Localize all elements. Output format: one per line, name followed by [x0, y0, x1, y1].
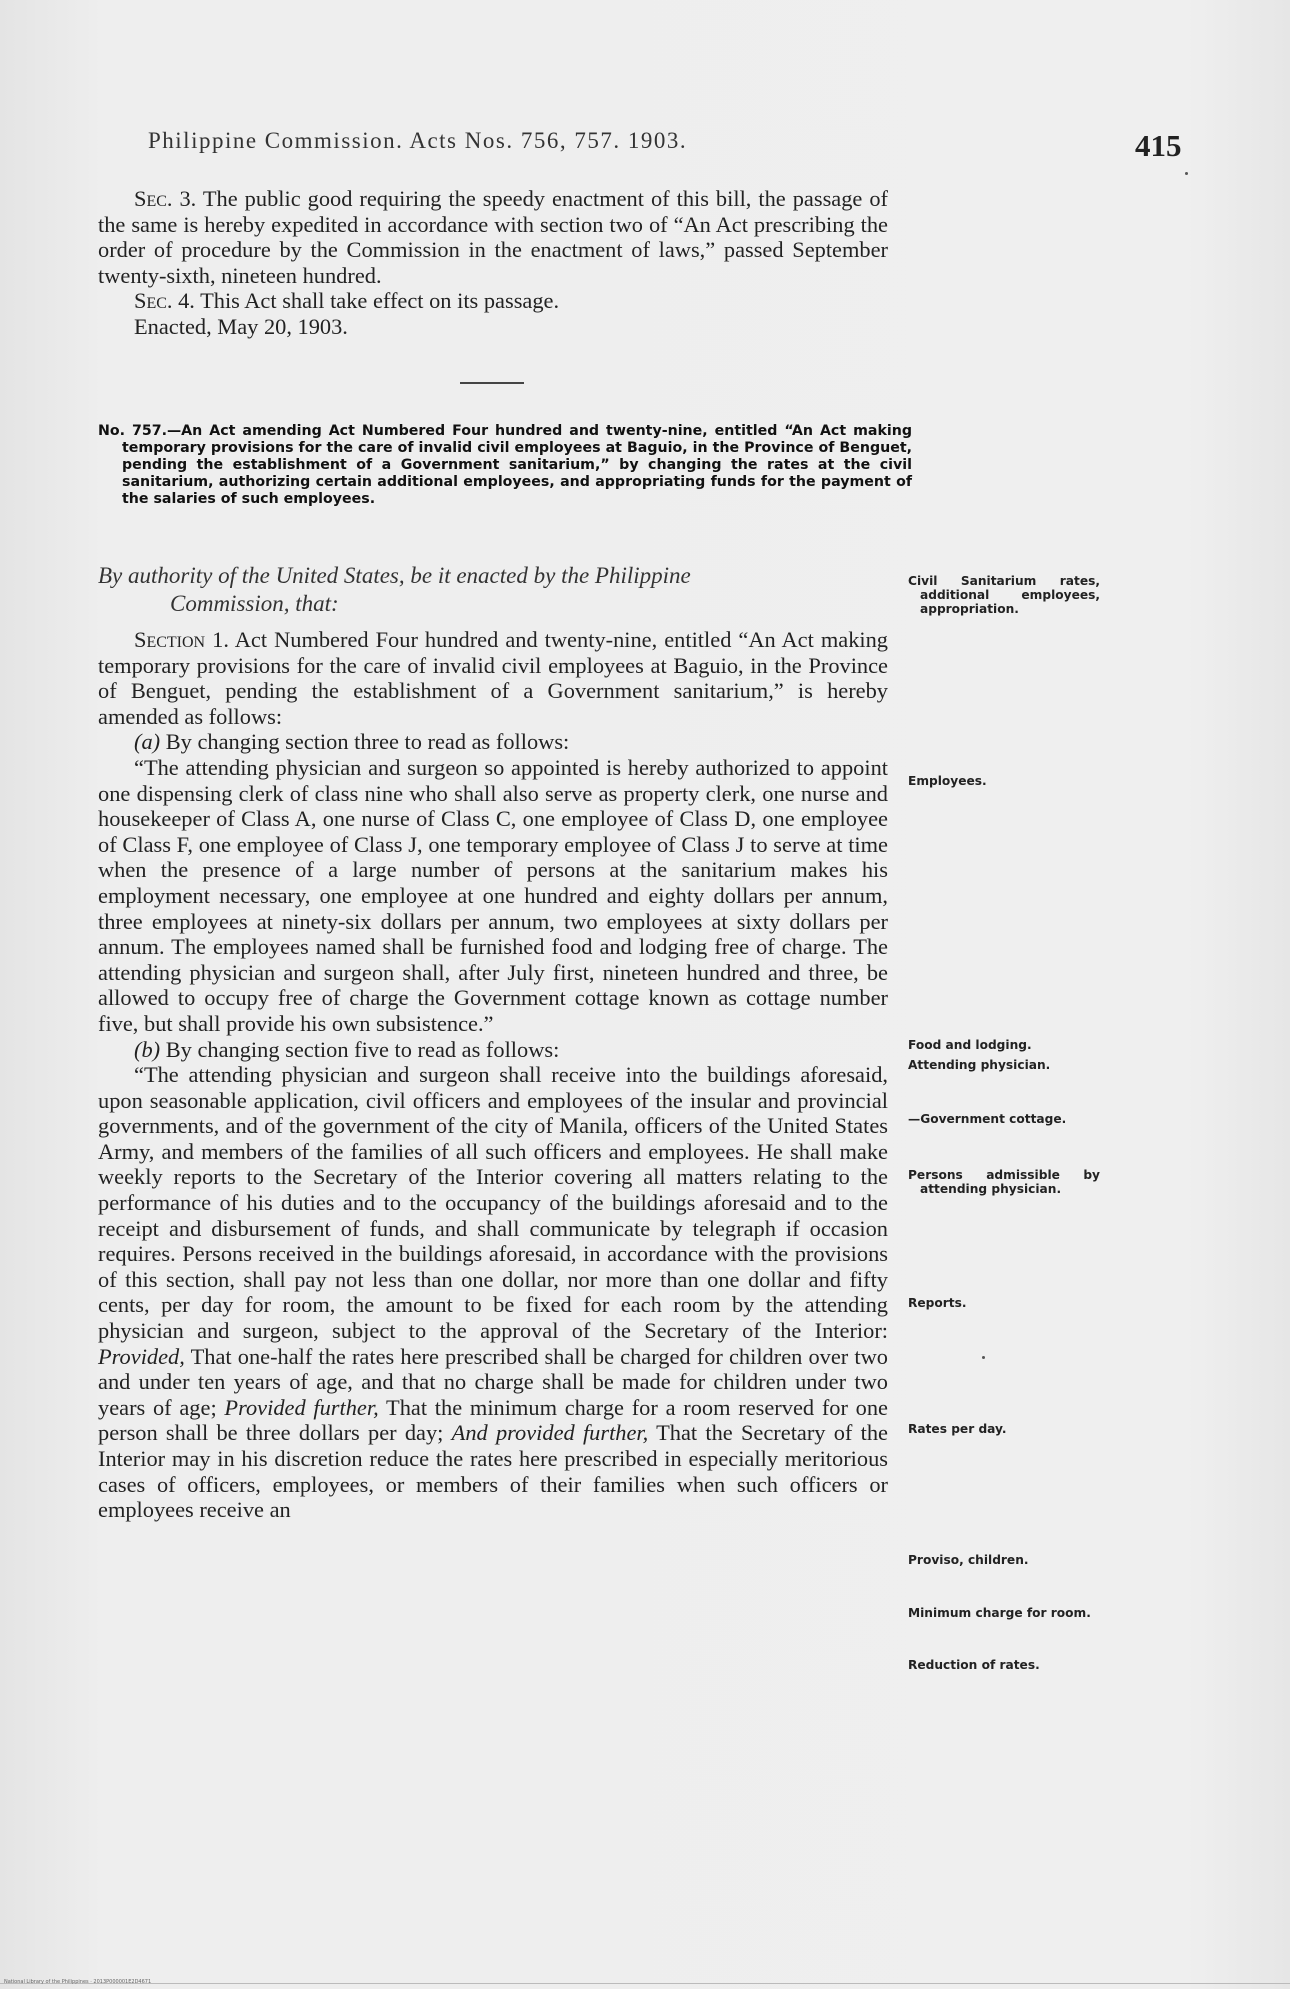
section-3	[98, 186, 888, 288]
clause-b	[98, 1037, 888, 1063]
margin-note-government-cottage: —Government cottage.	[908, 1112, 1067, 1126]
clause-b-quote-part-2: That one-half the rates here prescribed shall be charged for children over two and under ten years of age, and that no charge shall be made for children under two years of age;	[98, 1343, 888, 1420]
proviso-1: Provided,	[98, 1343, 185, 1369]
clause-b-quote-part-1: “The attending physician and surgeon shall receive into the buildings aforesaid, upon seasonable application, civil officers and employees of the insular and provincial governments, and of the government of the city of Manila, officers of the United States Army, and members of the families of all such officers and employees. He shall make weekly reports to the Secretary of the Interior covering all matters relating to the performance of his duties and to the occupancy of the buildings aforesaid and to the receipt and disbursement of funds, and shall communicate by telegraph if occasion requires. Persons received in the buildings aforesaid, in accordance with the provisions of this section, shall pay not less than one dollar, nor more than one dollar and fifty cents, per day for room, the amount to be fixed for each room by the attending physician and surgeon, subject to the approval of the Secretary of the Interior:	[98, 1062, 888, 1344]
act-757-body	[98, 627, 888, 1523]
section-1-label: Section 1.	[134, 627, 229, 652]
clause-a-text: By changing section three to read as follows:	[165, 729, 570, 755]
clause-a-quote: “The attending physician and surgeon so appointed is hereby authorized to appoint one dispensing clerk of class nine who shall also serve as property clerk, one nurse and housekeeper of Class A, one nurse of Class C, one employee of Class D, one employee of Class F, one employee of Class J, one temporary employee of Class J to serve at time when the presence of a large number of persons at the sanitarium makes his employment necessary, one employee at one hundred and eighty dollars per annum, three employees at ninety-six dollars per annum, two employees at sixty dollars per annum. The employees named shall be furnished food and lodging free of charge. The attending physician and surgeon shall, after July first, nineteen hundred and three, be allowed to occupy free of charge the Government cottage known as cottage number five, but shall provide his own subsistence.”	[98, 754, 888, 1036]
margin-note-proviso-children: Proviso, children.	[908, 1553, 1029, 1567]
clause-a-label: (a)	[134, 729, 161, 755]
proviso-3: And provided further,	[451, 1420, 649, 1446]
clause-a	[98, 729, 888, 755]
section-1-text: Act Numbered Four hundred and twenty-nine, entitled “An Act making temporary provisions for the care of invalid civil employees at Baguio, in the Province of Benguet, pending the establishment of a Government sanitarium,” is hereby amended as follows:	[98, 627, 889, 729]
act-757-title: No. 757.—An Act amending Act Numbered Four hundred and twenty-nine, entitled “An Act making temporary provisions for the care of invalid civil employees at Baguio, in the Province of Benguet, pending the establishment of a Government sanitarium,” by changing the rates at the civil sanitarium, authorizing certain additional employees, and appropriating funds for the payment of the salaries of such employees.	[98, 423, 912, 507]
section-1	[98, 627, 888, 729]
margin-note-sanitarium-rates: Civil Sanitarium rates, additional employees, appropriation.	[908, 574, 1100, 616]
enacting-clause-line-1: By authority of the United States, be it enacted by the Philippine	[98, 563, 691, 588]
clause-b-quote-part-4: That the Secretary of the Interior may in his discretion reduce the rates here prescribed in especially meritorious cases of officers, employees, or members of their families when such officers or employees receive an	[98, 1420, 888, 1523]
clause-b-quote-part-3: That the minimum charge for a room reserved for one person shall be three dollars per day;	[98, 1394, 888, 1446]
margin-note-minimum-charge: Minimum charge for room.	[908, 1606, 1091, 1620]
enacting-clause	[98, 562, 888, 618]
section-4-label: Sec. 4.	[134, 288, 195, 314]
scan-speck	[1185, 172, 1188, 175]
margin-note-reports: Reports.	[908, 1296, 967, 1310]
section-3-label: Sec. 3.	[134, 186, 197, 211]
margin-note-attending-physician: Attending physician.	[908, 1058, 1051, 1072]
clause-b-text: By changing section five to read as follows:	[165, 1036, 560, 1062]
page-number: 415	[1135, 128, 1182, 163]
scan-speck	[982, 1356, 985, 1359]
section-4-text: This Act shall take effect on its passage.	[200, 288, 560, 314]
section-3-text: The public good requiring the speedy enactment of this bill, the passage of the same is hereby expedited in accordance with section two of “An Act prescribing the order of procedure by the Commission in the enactment of laws,” passed September twenty-sixth, nineteen hundred.	[98, 186, 888, 288]
scan-credit: National Library of the Philippines · 2013P000001E2D4671	[4, 1979, 152, 1985]
act-756-closing	[98, 186, 888, 340]
margin-note-rates-per-day: Rates per day.	[908, 1422, 1007, 1436]
margin-note-employees: Employees.	[908, 774, 987, 788]
clause-b-quote	[98, 1062, 888, 1523]
margin-note-reduction-of-rates: Reduction of rates.	[908, 1658, 1040, 1672]
enacting-clause-line-2: Commission, that:	[170, 591, 339, 616]
running-header: Philippine Commission. Acts Nos. 756, 757. 1903.	[148, 128, 688, 153]
section-divider	[460, 382, 524, 384]
clause-b-label: (b)	[134, 1036, 161, 1062]
margin-note-food-lodging: Food and lodging.	[908, 1038, 1032, 1052]
proviso-2: Provided further,	[224, 1394, 379, 1420]
section-4	[98, 288, 888, 314]
enacted-date: Enacted, May 20, 1903.	[134, 313, 348, 339]
margin-note-persons-admissible: Persons admissible by attending physician.	[908, 1168, 1100, 1196]
